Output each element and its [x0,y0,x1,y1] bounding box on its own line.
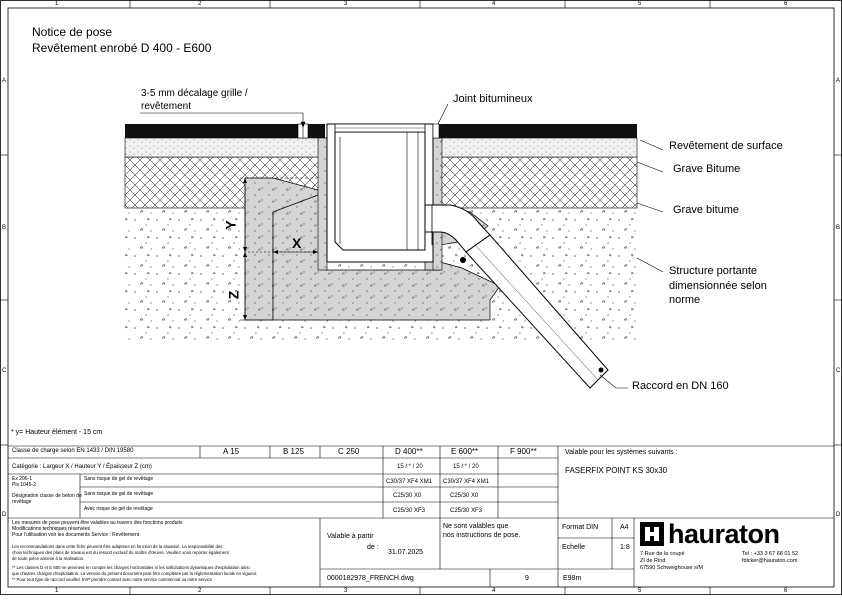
frame-col-4: 4 [492,1,496,7]
frame-row-a: A [2,78,7,84]
note-2: Modifications techniques réservées [12,526,91,532]
frame-row-c: C [2,368,7,374]
e600-row-3: C25/30 XF3 [450,508,483,514]
note-7: ** Les classes D et E 600 ne prennent en compte les charges horizontales ni les sollicitations dynamiques d'exploitation ainsi [12,565,250,570]
offset-label-1: 3-5 mm décalage grille / [141,88,248,99]
scale-label: Echelle [562,544,585,551]
concrete-dims-label: Catégorie : Largeur X / Hauteur Y / Épaisseur Z (cm) [12,464,152,470]
email: fdicker@hauraton.com [742,558,798,564]
frame-row-d: D [2,512,7,518]
structure-label-3: norme [669,294,701,306]
frame-col-1: 1 [55,1,59,7]
d400-row-3: C25/30 XF3 [393,508,426,514]
exposure-code: Ex 206-1 [12,476,33,482]
validity-note-1: Ne sont valables que [443,523,509,530]
exposure-code-2: Pis 1045-2 [12,482,36,488]
system-name: FASERFIX POINT KS 30x30 [565,466,668,475]
frame-row-b: B [2,225,7,231]
format-label: Format DIN [562,524,599,531]
scale-value: 1:8 [620,544,630,551]
class-b125: B 125 [283,447,304,456]
frame-col-4-bottom: 4 [492,588,496,594]
frame-row-b-right: B [836,225,841,231]
valid-from-label-2: de : [367,544,379,551]
address-2: ZI de Rind [640,558,666,564]
dims-e600: 15 / * / 20 [453,464,479,470]
frame-col-6-bottom: 6 [784,588,788,594]
frame-row-a-right: A [836,78,841,84]
class-a15: A 15 [223,447,240,456]
dimension-y: Y [222,220,239,230]
title-line-1: Notice de pose [32,25,113,39]
note-9: ** Pour tout type de raccord veuillez SVP prendre contact avec notre service commercial ou notre service [12,577,213,582]
joint-label: Joint bitumineux [453,93,533,105]
address-1: 7 Rue de la coupé [640,551,685,557]
note-4: Les recommandations dans cette fiche peuvent être adaptées en fonction de la situation. La responsabilité des [12,544,223,549]
structure-label-1: Structure portante [669,265,758,277]
frame-col-2-bottom: 2 [198,588,202,594]
exposure-row-1: Sans risque de gel de revêtage [84,476,154,482]
frame-col-2: 2 [198,1,202,7]
class-f900: F 900** [510,447,537,456]
exposure-class-2: revêtage [12,499,32,505]
frame-col-6: 6 [784,1,788,7]
exposure-row-2: Sans risque de gel de revêtage [84,491,154,497]
d400-row-2: C25/30 X0 [393,493,422,499]
file-name: 0000182978_FRENCH.dwg [327,575,414,582]
exposure-class-1: Désignation classe de béton de [12,493,82,499]
class-d400: D 400** [395,447,423,456]
address-3: 67590 Schweighouse s/M [640,565,703,571]
title-line-2: Revêtement enrobé D 400 - E600 [32,41,212,55]
validity-note-2: nos instructions de pose. [443,532,521,539]
d400-row-1: C30/37 XF4 XM1 [386,479,433,485]
frame-row-c-right: C [836,368,841,374]
structure-label-2: dimensionnée selon [669,280,767,292]
format-value: A4 [620,524,629,531]
dimension-z: Z [225,290,242,300]
note-8: que d'autres charges d'exploitation. La version du présent document peut être complétée par la réglementation locale en vigueur. [12,571,258,576]
grave-bitume-label-1: Grave Bitume [673,163,741,175]
valid-from-label-1: Valable à partir [327,533,374,540]
note-6: de toute pièce annexe à la réalisation. [12,556,85,561]
note-5: choix techniques des plans de travaux est du ressort exclusif du maître d'œuvre. Veuillez vous reporter également [12,550,229,555]
sheet-id: E98m [563,575,582,582]
frame-col-5-bottom: 5 [638,588,642,594]
class-c250: C 250 [338,447,360,456]
offset-label-2: revêtement [141,101,192,112]
e600-row-2: C25/30 X0 [450,493,479,499]
frame-col-3-bottom: 3 [344,588,348,594]
valid-date: 31.07.2025 [388,549,424,556]
valid-for-label: Valable pour les systèmes suivants : [565,449,678,456]
note-3: Pour l'utilisation voir les documents Service : Revêtement [12,532,140,538]
grave-bitume-label-2: Grave bitume [673,204,740,216]
phone: Tel : +33 3 67 68 01 52 [742,551,799,557]
hauraton-logo-text: hauraton [668,519,780,549]
revision: 9 [525,575,529,582]
frame-col-1-bottom: 1 [55,588,59,594]
frame-row-d-right: D [836,512,841,518]
exposure-row-3: Avec risque de gel de revêtage [84,506,153,512]
e600-row-1: C30/37 XF4 XM1 [443,479,490,485]
raccord-label: Raccord en DN 160 [632,380,729,392]
dimension-x: X [292,235,302,251]
note-1: Les mesures de pose peuvent être valables au travers des fonctions produits [12,520,183,526]
dims-d400: 15 / * / 20 [397,464,423,470]
footnote: * y= Hauteur élément - 15 cm [11,429,103,436]
surface-label: Revêtement de surface [669,140,783,152]
frame-col-5: 5 [638,1,642,7]
class-label: Classe de charge selon EN 1433 / DIN 19580 [12,448,134,454]
hauraton-logo-mark [640,522,664,546]
class-e600: E 600** [451,447,479,456]
frame-col-3: 3 [344,1,348,7]
